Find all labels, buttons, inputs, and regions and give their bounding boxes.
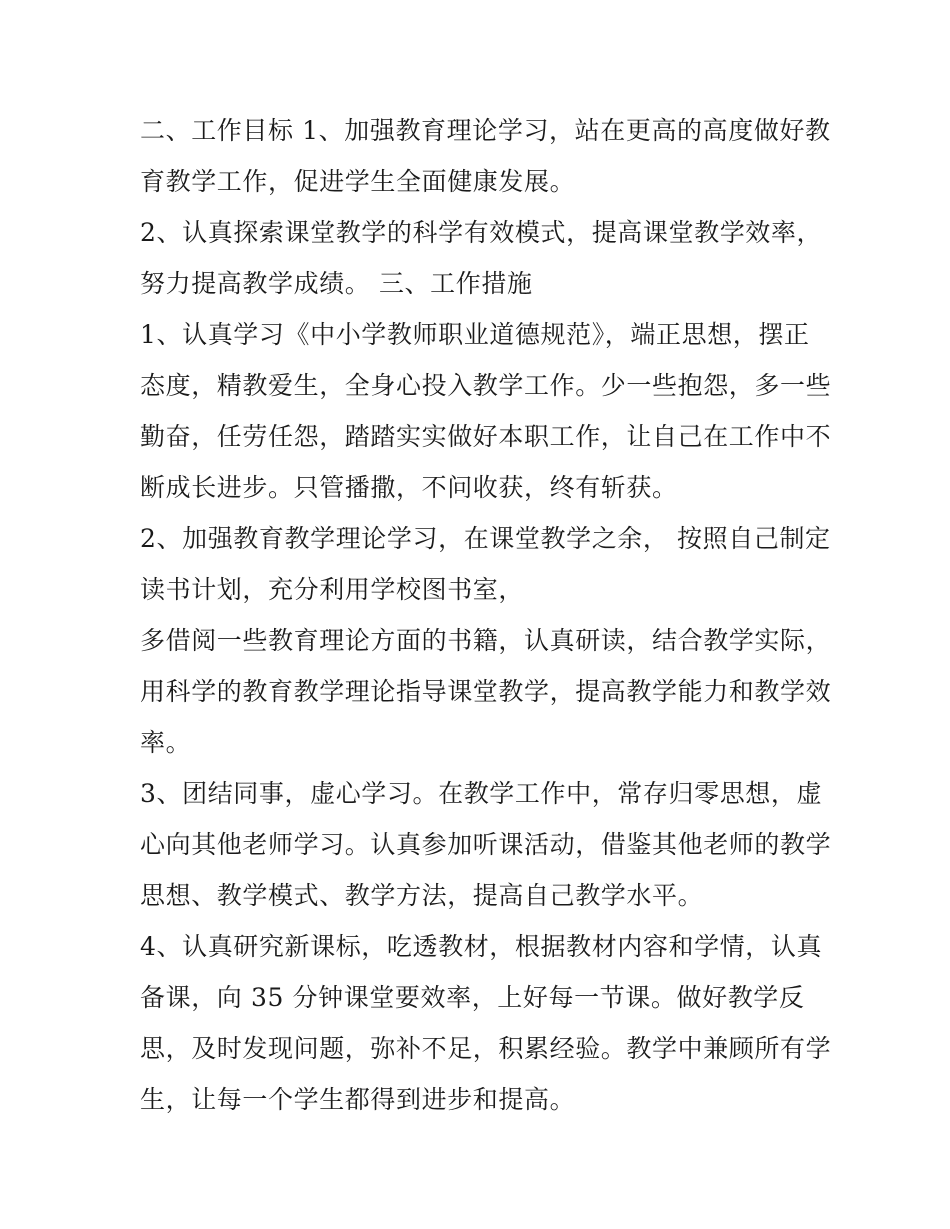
text-line: 率。	[140, 728, 192, 757]
text-line: 3、团结同事，虚心学习。在教学工作中，常存归零思想，虚	[140, 779, 823, 808]
text-line: 二、工作目标 1、加强教育理论学习，站在更高的高度做好教	[140, 116, 831, 145]
text-line: 2、认真探索课堂教学的科学有效模式，提高课堂教学效率，	[140, 218, 823, 247]
text-line: 思，及时发现问题，弥补不足，积累经验。教学中兼顾所有学	[140, 1034, 832, 1063]
text-line: 生，让每一个学生都得到进步和提高。	[140, 1085, 576, 1114]
text-line: 断成长进步。只管播撒，不问收获，终有斩获。	[140, 473, 678, 502]
text-line: 多借阅一些教育理论方面的书籍，认真研读，结合教学实际，	[140, 626, 832, 655]
text-line: 思想、教学模式、教学方法，提高自己教学水平。	[140, 881, 704, 910]
text-line: 4、认真研究新课标，吃透教材，根据教材内容和学情，认真	[140, 932, 823, 961]
text-line: 备课，向 35 分钟课堂要效率，上好每一节课。做好教学反	[140, 983, 805, 1012]
text-line: 读书计划，充分利用学校图书室，	[140, 575, 525, 604]
text-line: 用科学的教育教学理论指导课堂教学，提高教学能力和教学效	[140, 677, 832, 706]
text-line: 态度，精教爱生，全身心投入教学工作。少一些抱怨，多一些	[140, 371, 832, 400]
text-line: 勤奋，任劳任怨，踏踏实实做好本职工作，让自己在工作中不	[140, 422, 832, 451]
text-line: 1、认真学习《中小学教师职业道德规范》，端正思想，摆正	[140, 320, 810, 349]
text-line: 2、加强教育教学理论学习，在课堂教学之余， 按照自己制定	[140, 524, 831, 553]
text-line: 心向其他老师学习。认真参加听课活动，借鉴其他老师的教学	[140, 830, 832, 859]
text-line: 育教学工作，促进学生全面健康发展。	[140, 167, 576, 196]
text-line: 努力提高教学成绩。 三、工作措施	[140, 269, 533, 298]
